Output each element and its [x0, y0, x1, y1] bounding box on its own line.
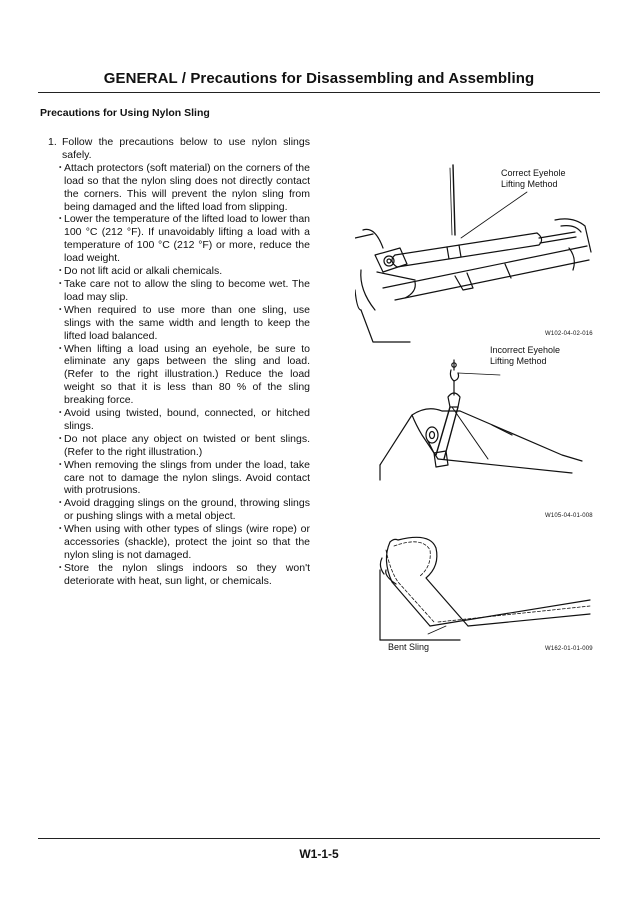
- incorrect-eyehole-label-line2: Lifting Method: [490, 356, 547, 366]
- bullet-text: Lower the temperature of the lifted load to lower than 100 °C (212 °F). If unavoidably lifting a load with a temperature of 100 °C (212 °F) or more, reduce the load weight.: [64, 213, 310, 265]
- bent-sling-label: Bent Sling: [388, 642, 430, 652]
- bullet-marker: ・: [55, 407, 66, 420]
- bullet-marker: ・: [55, 561, 66, 574]
- bullet-marker: ・: [55, 523, 66, 536]
- precautions-text: [48, 136, 310, 588]
- bullet-marker: ・: [55, 161, 66, 174]
- bullet-item: [48, 265, 310, 278]
- bullet-text: When removing the slings from under the load, take care not to damage the nylon slings. Avoid contact with protrusions.: [64, 458, 310, 497]
- bullet-text: When using with other types of slings (wire rope) or accessories (shackle), protect the joint so that the nylon sling is not damaged.: [64, 523, 310, 561]
- correct-eyehole-label-line2: Lifting Method: [501, 179, 558, 189]
- bullet-text: When lifting a load using an eyehole, be sure to eliminate any gaps between the sling and load. (Refer to the right illustration.) Reduce the load weight so that it is less than 80 % of the sling breaking force.: [64, 342, 310, 407]
- incorrect-eyehole-label-line1: Incorrect Eyehole: [490, 345, 561, 355]
- correct-eyehole-label-line1: Correct Eyehole: [501, 168, 566, 178]
- page-number: W1-1-5: [299, 847, 339, 861]
- section-title: Precautions for Using Nylon Sling: [40, 107, 210, 119]
- correct-eyehole-label: [501, 168, 566, 190]
- bullet-item: [48, 562, 310, 588]
- header-rule: [38, 92, 600, 93]
- bullet-text: Do not place any object on twisted or bent slings. (Refer to the right illustration.): [64, 432, 310, 458]
- bullet-text: Take care not to allow the sling to become wet. The load may slip.: [64, 277, 310, 303]
- bullet-text: Attach protectors (soft material) on the corners of the load so that the nylon sling does not directly contact the corners. This will prevent the nylon sling from being damaged and the lifted load from slipping.: [64, 161, 310, 213]
- bullet-item: [48, 523, 310, 562]
- bullet-marker: ・: [55, 303, 66, 316]
- incorrect-eyehole-label: [490, 345, 560, 367]
- bent-sling-figure: [370, 530, 595, 645]
- incorrect-eyehole-figure: [372, 355, 597, 505]
- bullet-item: [48, 213, 310, 265]
- intro-text: Follow the precautions below to use nylon slings safely.: [62, 136, 310, 161]
- incorrect-eyehole-figure-code: W105-04-01-008: [545, 513, 593, 519]
- bullet-list: [48, 162, 310, 588]
- bullet-item: [48, 162, 310, 214]
- bullet-marker: ・: [55, 342, 66, 355]
- correct-eyehole-figure-code: W102-04-02-016: [545, 331, 593, 337]
- bullet-marker: ・: [55, 432, 66, 445]
- bullet-text: Store the nylon slings indoors so they won't deteriorate with heat, sun light, or chemicals.: [64, 561, 310, 587]
- bullet-item: [48, 433, 310, 459]
- bullet-item: [48, 278, 310, 304]
- bullet-item: [48, 343, 310, 408]
- bullet-text: Avoid using twisted, bound, connected, or hitched slings.: [64, 407, 310, 432]
- bullet-marker: ・: [55, 265, 66, 278]
- bullet-marker: ・: [55, 458, 66, 471]
- bullet-item: [48, 497, 310, 523]
- footer-rule: [38, 838, 600, 839]
- bullet-text: Avoid dragging slings on the ground, throwing slings or pushing slings with a metal object.: [64, 497, 310, 523]
- bullet-marker: ・: [55, 213, 66, 226]
- item-number: 1.: [48, 136, 57, 148]
- intro-item: [48, 136, 310, 162]
- bullet-item: [48, 459, 310, 498]
- bullet-marker: ・: [55, 277, 66, 290]
- bullet-item: [48, 407, 310, 433]
- bullet-marker: ・: [55, 497, 66, 510]
- bent-sling-figure-code: W162-01-01-009: [545, 646, 593, 652]
- bullet-text: Do not lift acid or alkali chemicals.: [64, 265, 223, 278]
- bullet-item: [48, 304, 310, 343]
- bullet-text: When required to use more than one sling, use slings with the same width and length to keep the lifted load balanced.: [64, 303, 310, 342]
- page-title: GENERAL / Precautions for Disassembling and Assembling: [103, 70, 535, 87]
